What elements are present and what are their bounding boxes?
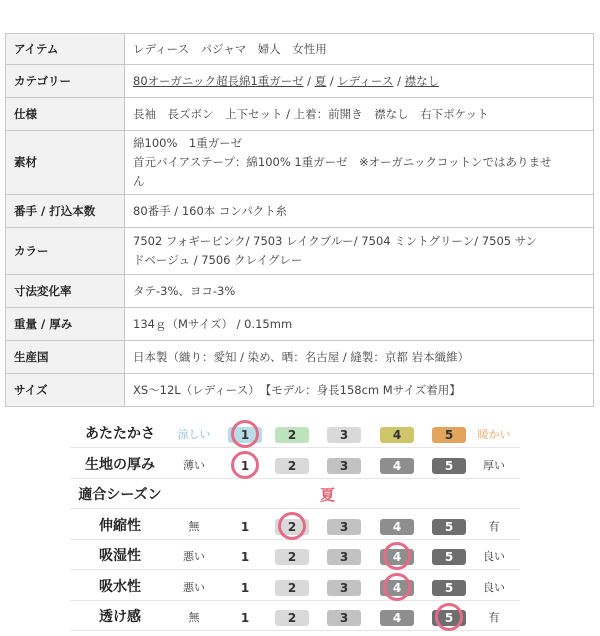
spec-value-line: ん [133, 174, 145, 188]
season-value: 夏 [320, 486, 336, 504]
rating-row [0, 603, 600, 632]
rating-row [0, 451, 600, 480]
spec-value-line: 日本製（織り：愛知 / 染め、晒：名古屋 / 縫製：京都 岩本織維） [133, 349, 470, 364]
spec-value-line: 80番手 / 160本 コンパクト糸 [133, 203, 288, 218]
spec-row [6, 65, 594, 98]
rating-low-label: 悪い [183, 580, 205, 594]
spec-key: カラー [6, 228, 125, 275]
category-separator: / [303, 73, 315, 88]
category-separator: / [326, 73, 338, 88]
rating-box-3: 3 [327, 549, 361, 565]
rating-box-1: 1 [228, 458, 262, 474]
rating-box-3: 3 [327, 427, 361, 443]
spec-value [125, 275, 594, 308]
rating-box-3: 3 [327, 580, 361, 596]
selected-ring [383, 542, 411, 570]
rating-box-1: 1 [228, 610, 262, 626]
rating-high-label: 有 [488, 611, 500, 624]
rating-high-label: 厚い [483, 458, 505, 472]
spec-row [6, 228, 594, 275]
selected-ring [383, 573, 411, 601]
selected-ring [278, 512, 306, 540]
rating-box-2: 2 [275, 519, 309, 535]
spec-value [125, 131, 594, 195]
spec-key: 仕様 [6, 98, 125, 131]
spec-row [6, 374, 594, 407]
rating-high-label: 有 [488, 519, 500, 533]
spec-key: カテゴリー [6, 65, 125, 98]
rating-box-1: 1 [228, 549, 262, 565]
rating-box-4: 4 [380, 427, 414, 443]
rating-row [0, 542, 600, 571]
rating-box-2: 2 [275, 610, 309, 626]
spec-value-line: ドベージュ / 7506 クレイグレー [133, 253, 303, 267]
rating-label: 伸縮性 [99, 517, 141, 534]
rating-box-5: 5 [432, 458, 466, 474]
rating-box-5: 5 [432, 427, 466, 443]
rating-label: 透け感 [99, 609, 141, 625]
spec-value [125, 65, 594, 98]
rating-box-3: 3 [327, 458, 361, 474]
rating-high-label: 暖かい [477, 428, 511, 441]
rating-label: 吸湿性 [99, 548, 141, 564]
spec-value [125, 228, 594, 275]
spec-value-line: 長袖 長ズボン 上下セット / 上着：前開き 襟なし 右下ポケット [133, 106, 489, 121]
selected-ring [231, 420, 259, 448]
rating-box-2: 2 [275, 458, 309, 474]
category-link[interactable]: 襟なし [404, 73, 440, 88]
spec-row [6, 131, 594, 195]
rating-label: あたたかさ [85, 426, 155, 442]
spec-key: 寸法変化率 [6, 275, 125, 308]
spec-row [6, 308, 594, 341]
spec-value-line: タテ-3%、ヨコ-3% [133, 283, 236, 298]
rating-box-2: 2 [275, 580, 309, 596]
spec-value-line: レディース パジャマ 婦人 女性用 [133, 41, 327, 56]
rating-box-4: 4 [380, 519, 414, 535]
rating-box-3: 3 [327, 610, 361, 626]
spec-value-line: XS～12L（レディース） 【モデル：身長158cm Mサイズ着用】 [133, 382, 461, 397]
spec-key: 生産国 [6, 341, 125, 374]
spec-key: 素材 [6, 131, 125, 195]
selected-ring [435, 603, 463, 631]
spec-value-line: 綿100% 1重ガーゼ [133, 136, 242, 150]
spec-value-line: 7502 フォギーピンク/ 7503 レイクブルー/ 7504 ミントグリーン/ 7505 サン [133, 234, 538, 248]
rating-chart [0, 420, 600, 636]
rating-box-4: 4 [380, 458, 414, 474]
rating-box-1: 1 [228, 519, 262, 535]
spec-row [6, 34, 594, 65]
rating-box-5: 5 [432, 610, 466, 626]
category-link[interactable]: レディース [337, 73, 394, 88]
rating-low-label: 無 [188, 519, 200, 533]
spec-row [6, 98, 594, 131]
spec-key: 重量 / 厚み [6, 308, 125, 341]
spec-value [125, 34, 594, 65]
rating-box-5: 5 [432, 580, 466, 596]
rating-low-label: 涼しい [177, 428, 211, 441]
rating-label: 吸水性 [99, 578, 141, 595]
rating-row [0, 481, 600, 510]
rating-high-label: 良い [483, 580, 505, 594]
rating-box-3: 3 [327, 519, 361, 535]
rating-box-4: 4 [380, 549, 414, 565]
rating-box-4: 4 [380, 610, 414, 626]
spec-value [125, 374, 594, 407]
rating-row [0, 420, 600, 449]
spec-row [6, 275, 594, 308]
rating-low-label: 悪い [183, 550, 205, 563]
rating-box-4: 4 [380, 580, 414, 596]
category-link[interactable]: 80オーガニック超長綿1重ガーゼ [133, 73, 304, 88]
rating-box-1: 1 [228, 580, 262, 596]
selected-ring [231, 451, 259, 479]
rating-low-label: 無 [188, 611, 200, 624]
category-separator: / [393, 73, 405, 88]
rating-box-5: 5 [432, 519, 466, 535]
rating-label: 生地の厚み [85, 456, 155, 473]
spec-table [5, 33, 594, 407]
rating-low-label: 薄い [183, 458, 205, 472]
spec-value [125, 308, 594, 341]
rating-box-2: 2 [275, 427, 309, 443]
spec-value-line: 134ｇ（Mサイズ） / 0.15mm [133, 316, 293, 331]
rating-label: 適合シーズン [78, 487, 162, 503]
rating-box-1: 1 [228, 427, 262, 443]
rating-box-2: 2 [275, 549, 309, 565]
spec-value [125, 341, 594, 374]
rating-high-label: 良い [483, 550, 505, 563]
spec-value [125, 195, 594, 228]
category-link[interactable]: 夏 [314, 73, 327, 88]
spec-key: サイズ [6, 374, 125, 407]
spec-row [6, 341, 594, 374]
rating-row [0, 512, 600, 541]
spec-value-line: 首元バイアステープ：綿100% 1重ガーゼ ※オーガニックコットンではありませ [133, 155, 552, 169]
spec-value [125, 98, 594, 131]
spec-key: アイテム [6, 34, 125, 65]
rating-row [0, 573, 600, 602]
rating-box-5: 5 [432, 549, 466, 565]
spec-key: 番手 / 打込本数 [6, 195, 125, 228]
spec-row [6, 195, 594, 228]
